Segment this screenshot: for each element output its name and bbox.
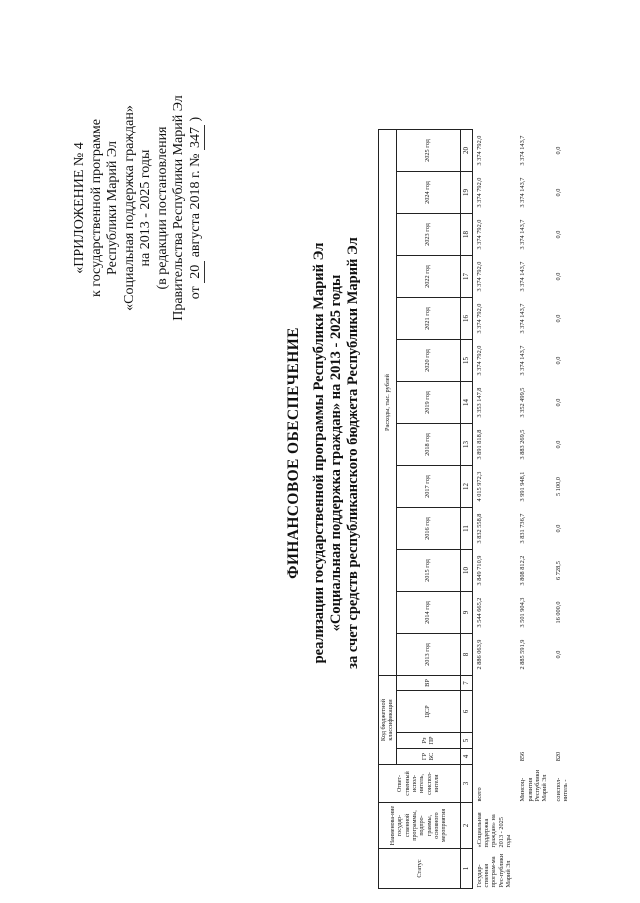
row-value: 0,0 bbox=[554, 440, 562, 449]
row-value: 0,0 bbox=[554, 650, 562, 659]
row-name bbox=[516, 803, 551, 849]
row-value: 5 100,0 bbox=[554, 477, 562, 496]
col-number: 18 bbox=[460, 214, 472, 256]
header-expenses: Расходы, тыс. рублей bbox=[379, 130, 397, 676]
title-line-1: реализации государственной программы Республики Марий Эл bbox=[311, 242, 327, 664]
col-number: 3 bbox=[460, 765, 472, 803]
row-value: 3 849 710,9 bbox=[475, 555, 483, 586]
document-title bbox=[285, 63, 362, 843]
row-empty bbox=[552, 691, 582, 733]
title-main: ФИНАНСОВОЕ ОБЕСПЕЧЕНИЕ bbox=[285, 327, 302, 579]
row-value: 3 374 143,7 bbox=[519, 177, 527, 208]
row-value: 3 374 143,7 bbox=[519, 219, 527, 250]
header-status: Статус bbox=[379, 849, 461, 889]
row-empty bbox=[552, 733, 582, 749]
row-value: 3 374 792,0 bbox=[475, 135, 483, 166]
appendix-date-line bbox=[188, 58, 206, 358]
row-value: 0,0 bbox=[554, 146, 562, 155]
row-value: 0,0 bbox=[554, 314, 562, 323]
appendix-line: «Социальная поддержка граждан» bbox=[121, 105, 137, 311]
col-number: 6 bbox=[460, 691, 472, 733]
appendix-header bbox=[72, 58, 205, 358]
row-name bbox=[552, 803, 582, 849]
row-value: 3 808 812,2 bbox=[519, 555, 527, 586]
header-csr: ЦСР bbox=[396, 691, 460, 733]
col-number: 5 bbox=[460, 733, 472, 749]
header-year: 2016 год bbox=[396, 508, 460, 550]
appendix-line: Правительства Республики Марий Эл bbox=[171, 95, 186, 321]
col-number: 11 bbox=[460, 508, 472, 550]
header-year: 2018 год bbox=[396, 424, 460, 466]
table-row bbox=[472, 130, 516, 889]
row-value: 3 374 792,0 bbox=[475, 345, 483, 376]
header-budget-code: Код бюджетной классификации bbox=[379, 676, 397, 765]
row-value: 3 374 143,7 bbox=[519, 261, 527, 292]
header-year: 2025 год bbox=[396, 130, 460, 172]
financing-table bbox=[378, 129, 582, 889]
col-number: 15 bbox=[460, 340, 472, 382]
col-number: 14 bbox=[460, 382, 472, 424]
row-grbs: 820 bbox=[554, 751, 562, 762]
appendix-line: «ПРИЛОЖЕНИЕ № 4 bbox=[72, 142, 87, 274]
col-number: 19 bbox=[460, 172, 472, 214]
appendix-line: Республики Марий Эл bbox=[105, 141, 120, 275]
header-year: 2013 год bbox=[396, 634, 460, 676]
row-value: 2 886 063,9 bbox=[475, 639, 483, 670]
row-value: 3 374 792,0 bbox=[475, 219, 483, 250]
col-number: 20 bbox=[460, 130, 472, 172]
col-number: 10 bbox=[460, 550, 472, 592]
header-year: 2020 год bbox=[396, 340, 460, 382]
col-number: 7 bbox=[460, 676, 472, 691]
col-number: 9 bbox=[460, 592, 472, 634]
row-value: 3 353 147,8 bbox=[475, 387, 483, 418]
row-value: 3 544 665,2 bbox=[475, 597, 483, 628]
col-number: 13 bbox=[460, 424, 472, 466]
date-number: 347 bbox=[188, 125, 206, 150]
header-vr: ВР bbox=[396, 676, 460, 691]
header-year: 2022 год bbox=[396, 256, 460, 298]
row-value: 3 831 736,7 bbox=[519, 513, 527, 544]
row-empty bbox=[472, 691, 516, 733]
col-number: 1 bbox=[460, 849, 472, 889]
row-value: 2 885 591,9 bbox=[519, 639, 527, 670]
row-responsible: соиспол-нитель - bbox=[554, 777, 569, 802]
row-value: 0,0 bbox=[554, 272, 562, 281]
header-year: 2021 год bbox=[396, 298, 460, 340]
header-year: 2023 год bbox=[396, 214, 460, 256]
header-year: 2024 год bbox=[396, 172, 460, 214]
row-value: 3 991 948,1 bbox=[519, 471, 527, 502]
header-year: 2017 год bbox=[396, 466, 460, 508]
row-empty bbox=[472, 733, 516, 749]
row-empty bbox=[472, 676, 516, 691]
row-value: 3 832 558,8 bbox=[475, 513, 483, 544]
row-value: 6 728,5 bbox=[554, 561, 562, 580]
col-number: 2 bbox=[460, 803, 472, 849]
title-line-2: «Социальная поддержка граждан» на 2013 - 2025 годы bbox=[328, 274, 344, 632]
row-empty bbox=[516, 676, 551, 691]
col-number: 4 bbox=[460, 749, 472, 765]
row-value: 0,0 bbox=[554, 188, 562, 197]
row-value: 3 374 143,7 bbox=[519, 345, 527, 376]
appendix-line: на 2013 - 2025 годы bbox=[138, 149, 153, 267]
table-row bbox=[552, 130, 582, 889]
col-number: 17 bbox=[460, 256, 472, 298]
date-suffix: ) bbox=[187, 116, 203, 122]
row-empty bbox=[552, 676, 582, 691]
row-value: 3 374 792,0 bbox=[475, 177, 483, 208]
header-rzpr: Рз ПР bbox=[396, 733, 460, 749]
row-empty bbox=[516, 691, 551, 733]
date-day: 20 bbox=[188, 261, 206, 283]
row-name: «Социальная поддержка граждан» на 2013 - 2025 годы bbox=[475, 812, 513, 848]
header-year: 2015 год bbox=[396, 550, 460, 592]
header-grbs: ГР БС bbox=[396, 749, 460, 765]
row-value: 16 000,0 bbox=[554, 601, 562, 624]
column-number-row bbox=[460, 130, 472, 889]
row-grbs: 856 bbox=[519, 751, 527, 762]
col-number: 12 bbox=[460, 466, 472, 508]
row-value: 3 352 499,5 bbox=[519, 387, 527, 418]
header-responsible: Ответ-ственный испол-нитель, соиспол-нители bbox=[379, 765, 461, 803]
row-value: 0,0 bbox=[554, 524, 562, 533]
row-value: 3 374 143,7 bbox=[519, 303, 527, 334]
row-value: 3 501 904,3 bbox=[519, 597, 527, 628]
row-status bbox=[552, 849, 582, 889]
appendix-line: (в редакции постановления bbox=[154, 126, 170, 290]
row-value: 0,0 bbox=[554, 398, 562, 407]
header-year: 2019 год bbox=[396, 382, 460, 424]
header-year: 2014 год bbox=[396, 592, 460, 634]
title-line-3: за счет средств республиканского бюджета Республики Марий Эл bbox=[345, 237, 361, 669]
table-row bbox=[516, 130, 551, 889]
row-value: 0,0 bbox=[554, 230, 562, 239]
row-value: 3 891 818,8 bbox=[475, 429, 483, 460]
row-status bbox=[516, 849, 551, 889]
row-responsible: всего bbox=[475, 787, 483, 802]
header-name: Наименова-ние государ-ственной программы, подпро-граммы, основного мероприятия bbox=[379, 803, 461, 849]
row-value: 3 374 792,0 bbox=[475, 261, 483, 292]
row-grbs bbox=[472, 749, 516, 765]
row-empty bbox=[516, 733, 551, 749]
row-value: 3 374 143,7 bbox=[519, 135, 527, 166]
row-value: 3 883 269,5 bbox=[519, 429, 527, 460]
appendix-line: к государственной программе bbox=[88, 119, 104, 297]
col-number: 8 bbox=[460, 634, 472, 676]
row-value: 0,0 bbox=[554, 356, 562, 365]
date-prefix: от bbox=[187, 286, 203, 300]
date-middle: августа 2018 г. № bbox=[187, 153, 203, 258]
row-value: 3 374 792,0 bbox=[475, 303, 483, 334]
row-responsible: Минсоц-развития Республики Марий Эл bbox=[519, 769, 549, 802]
row-status: Государ-ственная програм-ма Рес-публики Марий Эл bbox=[475, 853, 513, 888]
row-value: 4 015 972,3 bbox=[475, 471, 483, 502]
col-number: 16 bbox=[460, 298, 472, 340]
